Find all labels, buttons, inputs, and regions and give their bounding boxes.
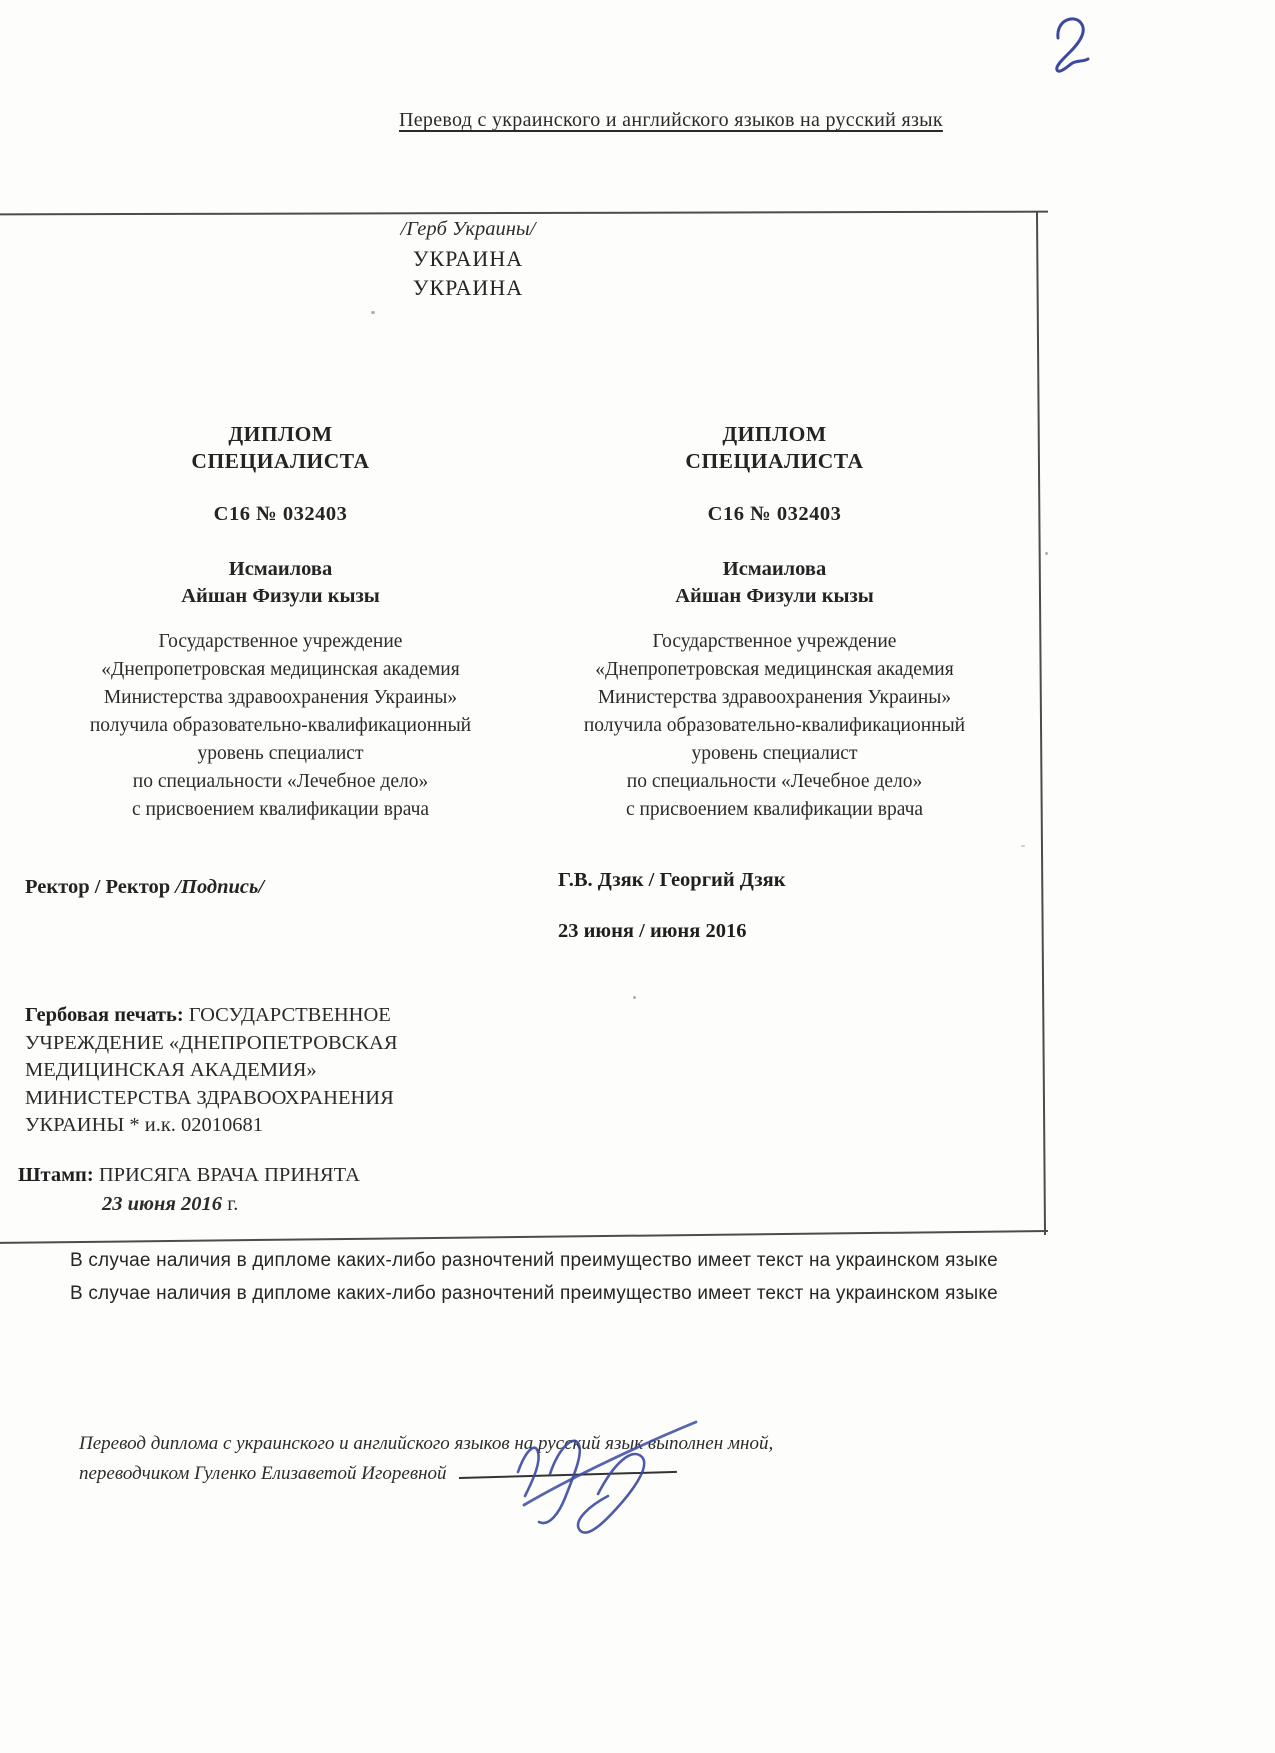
official-seal-text (25, 1002, 477, 1140)
rector-name: Г.В. Дзяк / Георгий Дзяк (558, 869, 786, 891)
diploma-title-line1: ДИПЛОМ (722, 422, 827, 446)
handwritten-number-stroke (1057, 19, 1088, 71)
country-name-russian: УКРАИНА (412, 275, 524, 300)
diploma-title-line1: ДИПЛОМ (228, 422, 333, 446)
diploma-body-line: получила образовательно-квалификационный (583, 715, 966, 736)
handwritten-page-number (1040, 8, 1102, 82)
rector-label: Ректор / Ректор (25, 876, 171, 898)
scan-speck (633, 996, 636, 999)
diploma-column-right (542, 421, 1007, 824)
scan-speck (1021, 845, 1025, 847)
issue-date: 23 июня / июня 2016 (558, 920, 747, 942)
disclaimer-line: В случае наличия в дипломе каких-либо разночтений преимущество имеет текст на украинском языке (70, 1250, 998, 1271)
diploma-body-line: с присвоением квалификации врача (625, 799, 924, 820)
diploma-body-line: «Днепропетровская медицинская академия (101, 659, 460, 680)
diploma-body-line: получила образовательно-квалификационный (89, 715, 472, 736)
diploma-title-line2: СПЕЦИАЛИСТА (685, 449, 864, 473)
stamp-text: ПРИСЯГА ВРАЧА ПРИНЯТА (98, 1164, 360, 1186)
diploma-body-line: по специальности «Лечебное дело» (626, 771, 923, 792)
stamp-date: 23 июня 2016 (102, 1193, 223, 1215)
holder-surname: Исмаилова (722, 558, 827, 580)
diploma-body-line: уровень специалист (691, 743, 858, 764)
rector-signature-line (25, 876, 264, 899)
stamp-label: Штамп: (18, 1164, 94, 1186)
diploma-body-line: Государственное учреждение (158, 631, 403, 652)
signature-stroke (578, 1454, 644, 1533)
emblem-heading (0, 218, 936, 302)
diploma-box-border-bottom (0, 1230, 1048, 1244)
translation-header: Перевод с украинского и английского языков на русский язык (399, 109, 943, 131)
signature-stroke (539, 1441, 580, 1523)
diploma-body-line: Министерства здравоохранения Украины» (597, 687, 952, 708)
translator-note-line1: Перевод диплома с украинского и английского языков на русский язык выполнен мной, (79, 1433, 774, 1454)
stamp-text-line (18, 1164, 360, 1187)
diploma-body-line: уровень специалист (197, 743, 364, 764)
stamp-date-suffix: г. (227, 1193, 239, 1215)
emblem-note: /Герб Украины/ (400, 218, 536, 240)
diploma-number: С16 № 032403 (707, 503, 842, 525)
disclaimer-line: В случае наличия в дипломе каких-либо разночтений преимущество имеет текст на украинском языке (70, 1282, 998, 1304)
disclaimer-block (70, 1245, 1030, 1310)
holder-surname: Исмаилова (228, 558, 333, 580)
holder-given-name: Айшан Физули кызы (181, 585, 380, 607)
seal-text: ГОСУДАРСТВЕННОЕ УЧРЕЖДЕНИЕ «ДНЕПРОПЕТРОВСКАЯ МЕДИЦИНСКАЯ АКАДЕМИЯ» МИНИСТЕРСТВА ЗДРАВООХРАНЕНИЯ УКРАИНЫ * и.к. 02010681 (25, 1004, 398, 1136)
translator-name-text: переводчиком Гуленко Елизаветой Игоревной (79, 1463, 447, 1484)
diploma-title-line2: СПЕЦИАЛИСТА (191, 449, 370, 473)
signature-stroke (524, 1422, 696, 1505)
signature-stroke (518, 1448, 539, 1496)
diploma-body-line: Министерства здравоохранения Украины» (103, 687, 458, 708)
diploma-column-left (28, 421, 533, 824)
translator-signature (488, 1408, 733, 1543)
diploma-box-border-right (1036, 211, 1046, 1235)
diploma-box-border-top (0, 211, 1048, 216)
scan-speck (1045, 552, 1048, 555)
country-name-ukrainian: УКРАИНА (412, 246, 524, 271)
diploma-body-line: с присвоением квалификации врача (131, 799, 430, 820)
signature-placeholder-note: /Подпись/ (175, 876, 265, 898)
diploma-body-line: «Днепропетровская медицинская академия (595, 659, 954, 680)
diploma-number: С16 № 032403 (213, 503, 348, 525)
scan-speck (371, 311, 375, 314)
stamp-date-line (102, 1193, 238, 1216)
diploma-body-line: Государственное учреждение (652, 631, 897, 652)
diploma-body-line: по специальности «Лечебное дело» (132, 771, 429, 792)
holder-given-name: Айшан Физули кызы (675, 585, 874, 607)
seal-label: Гербовая печать: (25, 1004, 184, 1026)
